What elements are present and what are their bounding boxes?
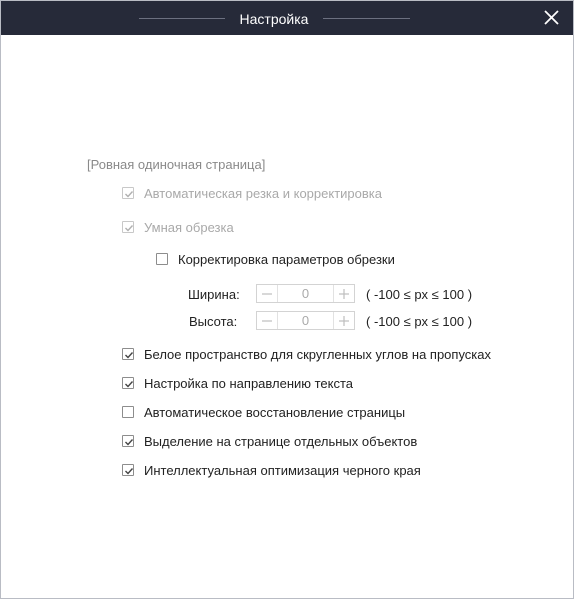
option-crop-adjust[interactable] [156,250,395,268]
minus-icon [261,315,273,327]
checkmark-icon [123,188,135,200]
checkmark-icon [123,436,135,448]
checkmark-icon [123,222,135,234]
option-object-select[interactable] [122,432,417,450]
text-direction-label: Настройка по направлению текста [144,375,354,391]
option-auto-restore[interactable] [122,403,405,421]
width-stepper[interactable] [256,284,355,303]
checkmark-icon [123,349,135,361]
title-divider-left [139,18,225,19]
dialog-title: Настройка [239,11,309,27]
auto-restore-label: Автоматическое восстановление страницы [144,404,406,420]
option-text-direction[interactable] [122,374,353,392]
width-increment-button[interactable] [334,285,354,302]
option-white-space[interactable] [122,345,491,363]
title-bar [1,1,573,35]
black-edge-checkbox[interactable] [122,464,134,476]
object-select-checkbox[interactable] [122,435,134,447]
title-divider-right [323,18,410,19]
object-select-label: Выделение на странице отдельных объектов [144,433,418,449]
option-black-edge[interactable] [122,461,421,479]
height-decrement-button[interactable] [257,312,277,329]
crop-adjust-checkbox[interactable] [156,253,168,265]
width-decrement-button[interactable] [257,285,277,302]
close-button[interactable] [537,5,565,31]
plus-icon [338,315,350,327]
width-value[interactable]: 0 [277,285,334,302]
checkmark-icon [123,465,135,477]
white-space-checkbox[interactable] [122,348,134,360]
crop-adjust-label: Корректировка параметров обрезки [178,251,395,267]
white-space-label: Белое пространство для скругленных углов на пропусках [144,346,492,362]
plus-icon [338,288,350,300]
section-title: [Ровная одиночная страница] [87,157,266,172]
checkmark-icon [123,378,135,390]
option-smart-crop[interactable] [122,218,234,236]
option-auto-crop[interactable] [122,184,382,202]
smart-crop-checkbox[interactable] [122,221,134,233]
auto-crop-checkbox[interactable] [122,187,134,199]
width-range: ( -100 ≤ px ≤ 100 ) [366,287,473,302]
smart-crop-label: Умная обрезка [144,219,234,235]
text-direction-checkbox[interactable] [122,377,134,389]
height-stepper[interactable] [256,311,355,330]
height-value[interactable]: 0 [277,312,334,329]
auto-crop-label: Автоматическая резка и корректировка [144,185,382,201]
black-edge-label: Интеллектуальная оптимизация черного края [144,462,421,478]
height-increment-button[interactable] [334,312,354,329]
minus-icon [261,288,273,300]
close-icon [537,5,565,31]
height-label: Высота: [189,314,238,329]
height-range: ( -100 ≤ px ≤ 100 ) [366,314,473,329]
auto-restore-checkbox[interactable] [122,406,134,418]
width-label: Ширина: [188,287,240,302]
